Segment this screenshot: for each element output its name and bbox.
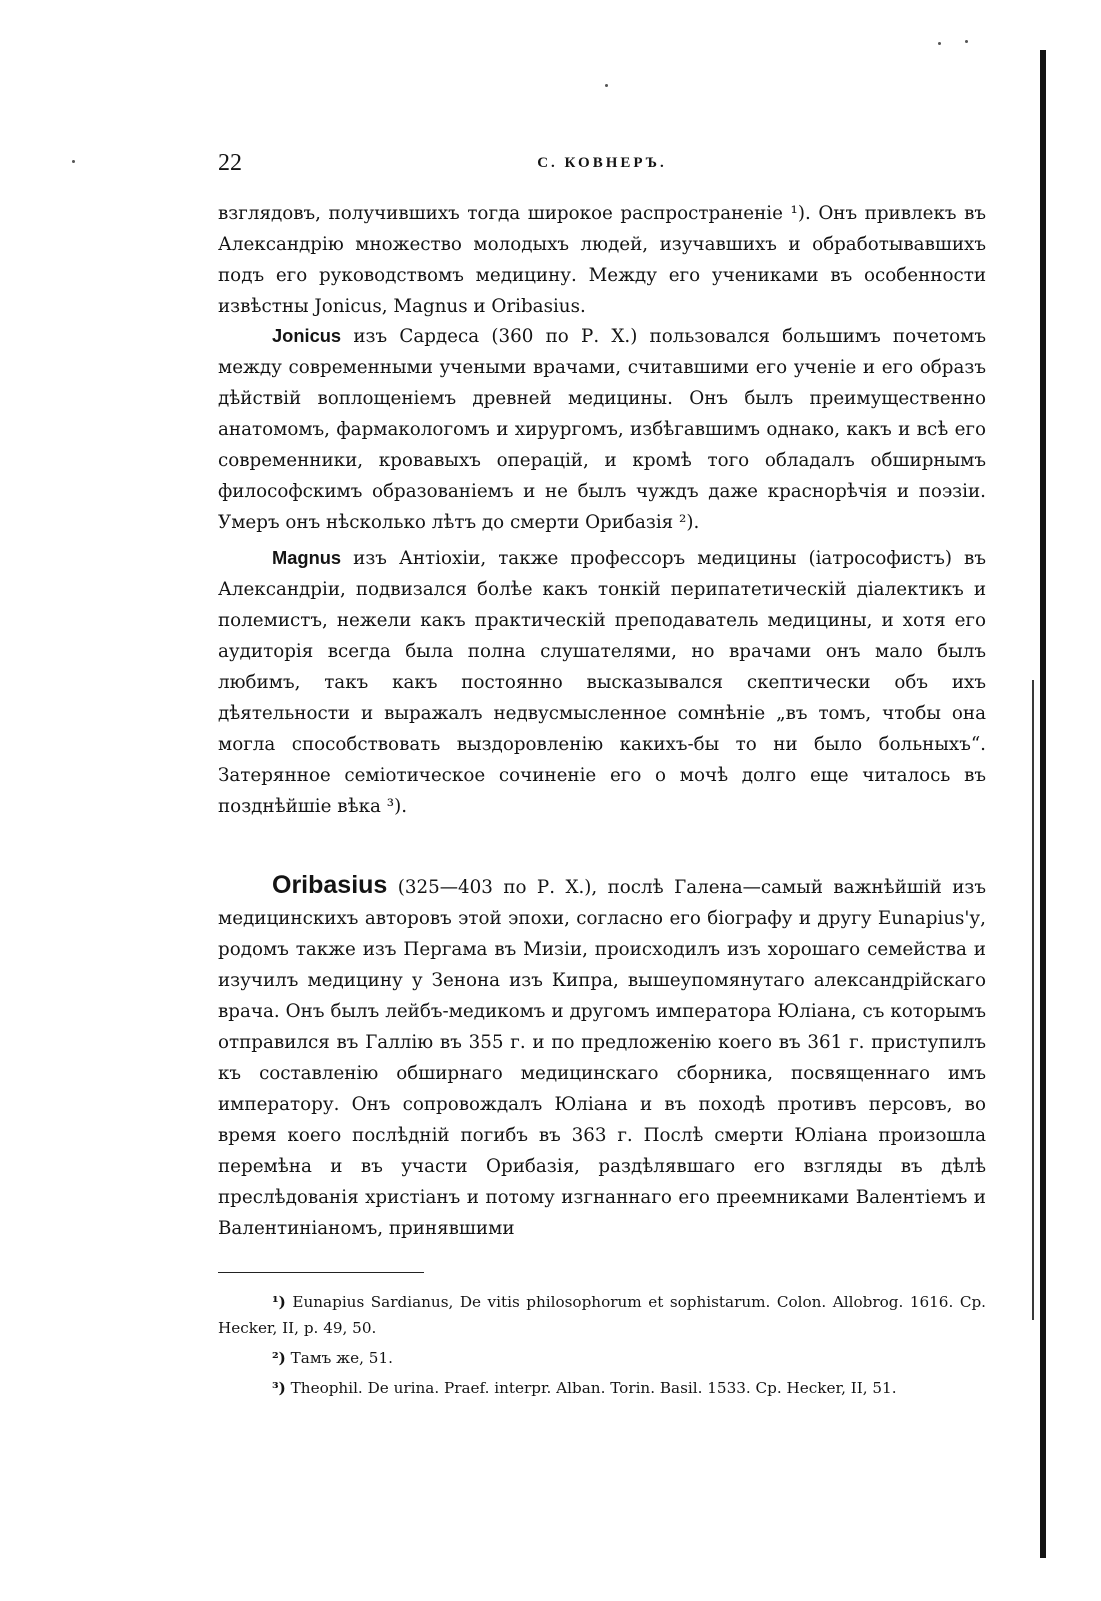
footnote <box>218 1375 986 1401</box>
paragraph-text: изъ Сардеса (360 по Р. Х.) пользовался большимъ почетомъ между современными учеными врачами, считавшими его ученіе и его образъ дѣйствій воплощеніемъ древней медицины. Онъ былъ преимущественно анатомомъ, фармакологомъ и хирургомъ, избѣгавшимъ однако, какъ и всѣ его современники, кровавыхъ операцій, и кромѣ того обладалъ обширнымъ философскимъ образованіемъ и не былъ чуждъ даже краснорѣчія и поэзіи. Умеръ онъ нѣсколько лѣтъ до смерти Орибазія ²). <box>218 326 986 533</box>
paragraph-lead-name: Jonicus <box>272 325 342 346</box>
footnote-text: Тамъ же, 51. <box>290 1349 393 1367</box>
scan-speck <box>938 42 941 45</box>
footnote-rule <box>218 1272 424 1273</box>
paragraph-magnus <box>218 542 986 822</box>
scan-speck <box>72 160 75 163</box>
page-number: 22 <box>218 150 242 176</box>
paragraph-lead-name: Magnus <box>272 547 342 568</box>
paragraph-text: изъ Антіохіи, также профессоръ медицины (іатрософистъ) въ Александріи, подвизался болѣе какъ тонкій перипатетическій діалектикъ и полемистъ, нежели какъ практическій преподаватель медицины, и хотя его аудиторія всегда была полна слушателями, но врачами онъ мало былъ любимъ, такъ какъ постоянно высказывался скептически объ ихъ дѣятельности и выражалъ недвусмысленное сомнѣніе „въ томъ, чтобы она могла способствовать выздоровленію какихъ-бы то ни было больныхъ“. Затерянное семіотическое сочиненіе его о мочѣ долго еще читалось въ позднѣйшіе вѣка ³). <box>218 548 986 817</box>
footnote-mark: ²) <box>272 1349 286 1367</box>
scan-speck <box>605 84 608 87</box>
paragraph-text: (325—403 по Р. Х.), послѣ Галена—самый важнѣйшій изъ медицинскихъ авторовъ этой эпохи, согласно его біографу и другу Eunapius'у, родомъ также изъ Пергама въ Мизіи, происходилъ изъ хорошаго семейства и изучилъ медицину у Зенона изъ Кипра, вышеупомянутаго александрійскаго врача. Онъ былъ лейбъ-медикомъ и другомъ императора Юліана, съ которымъ отправился въ Галлію въ 355 г. и по предложенію коего въ 361 г. приступилъ къ составленію обширнаго медицинскаго сборника, посвященнаго имъ императору. Онъ сопровождалъ Юліана и въ походѣ противъ персовъ, во время коего послѣдній погибъ въ 363 г. Послѣ смерти Юліана произошла перемѣна и въ участи Орибазія, раздѣлявшаго его взгляды въ дѣлѣ преслѣдованія христіанъ и потому изгнаннаго его преемниками Валентіемъ и Валентиніаномъ, принявшими <box>218 877 986 1239</box>
paragraph-text: взглядовъ, получившихъ тогда широкое распространеніе ¹). Онъ привлекъ въ Александрію множество молодыхъ людей, изучавшихъ и обработывавшихъ подъ его руководствомъ медицину. Между его учениками въ особенности извѣстны Jonicus, Magnus и Oribasius. <box>218 203 986 317</box>
page-header <box>218 150 986 178</box>
footnote <box>218 1345 986 1371</box>
footnote-mark: ¹) <box>272 1293 286 1311</box>
page-edge-shadow-inner <box>1032 680 1034 1320</box>
paragraph-lead-name: Oribasius <box>272 871 388 899</box>
footnotes <box>218 1289 986 1405</box>
footnote-mark: ³) <box>272 1379 286 1397</box>
paragraph-intro <box>218 198 986 322</box>
footnote-text: Theophil. De urina. Praef. interpr. Alban. Torin. Basil. 1533. Ср. Hecker, II, 51. <box>290 1379 897 1397</box>
paragraph-jonicus <box>218 320 986 538</box>
footnote-text: Eunapius Sardianus, De vitis philosophorum et sophistarum. Colon. Allobrog. 1616. Ср. Hecker, II, p. 49, 50. <box>218 1293 987 1337</box>
footnote <box>218 1289 986 1341</box>
paragraph-oribasius <box>218 870 986 1244</box>
running-head: С. КОВНЕРЪ. <box>537 155 667 171</box>
page-edge-shadow <box>1040 50 1046 1558</box>
scan-speck <box>965 40 968 43</box>
